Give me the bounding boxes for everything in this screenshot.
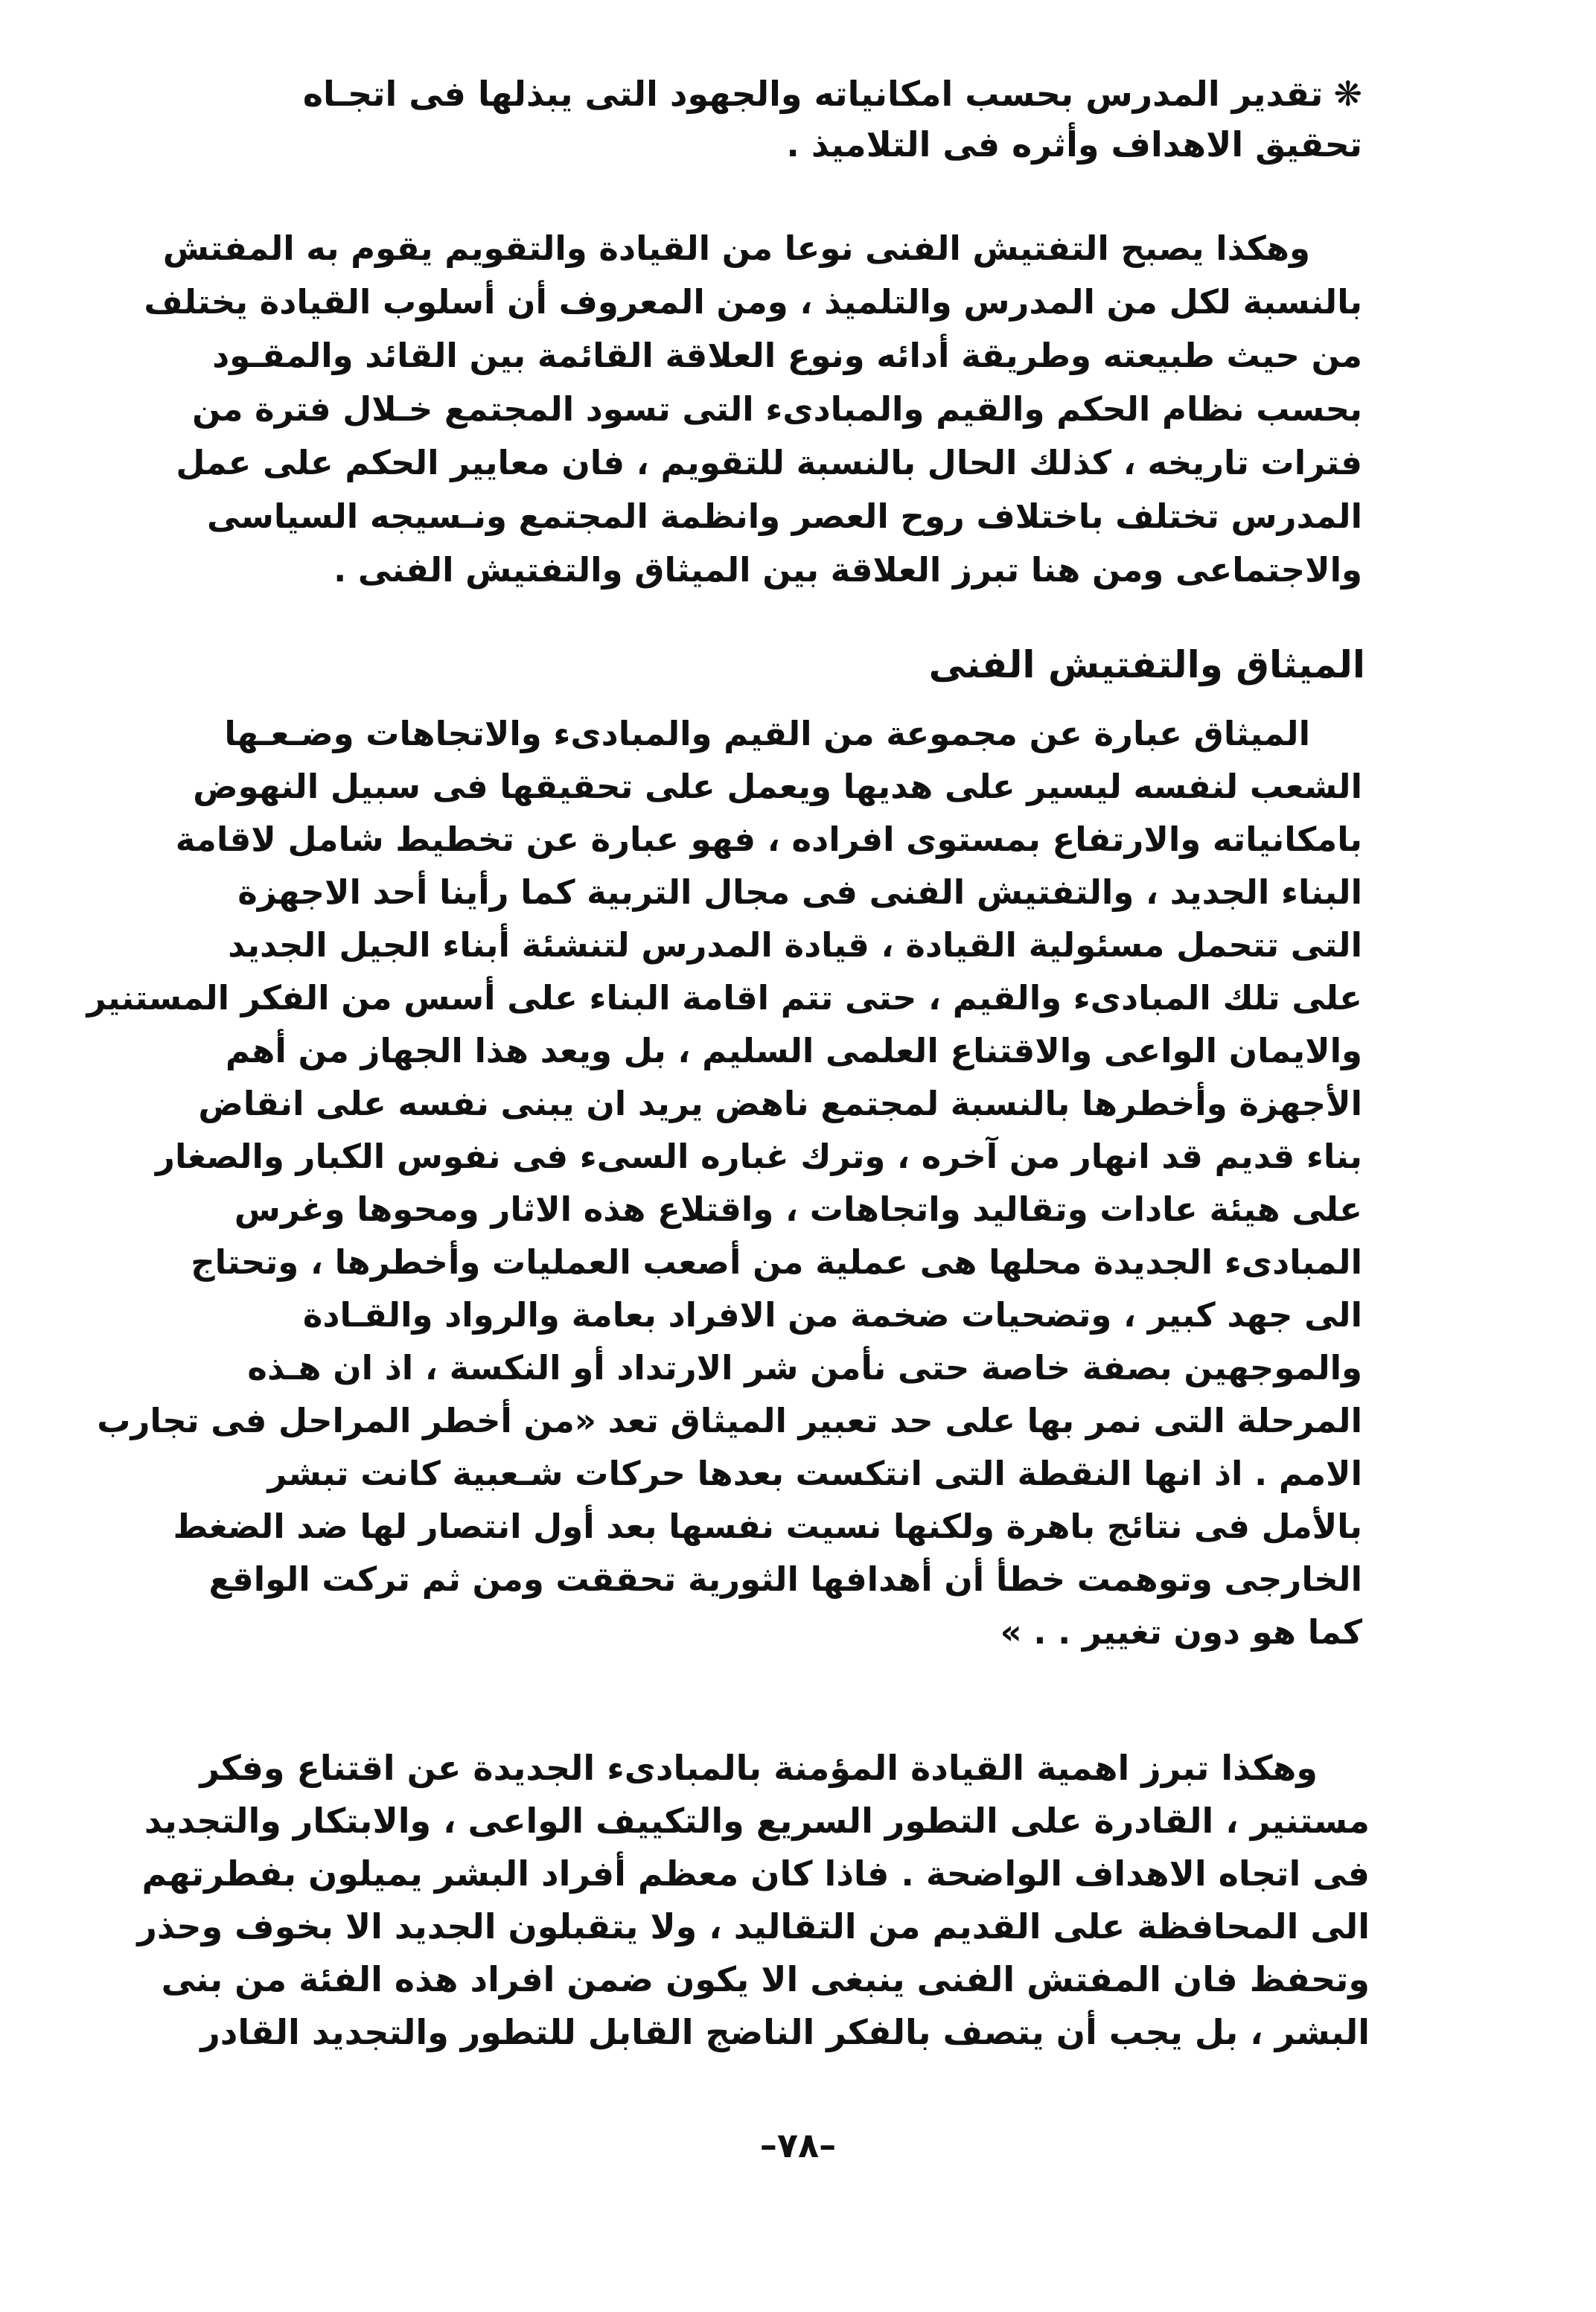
paragraph-line: على هيئة عادات وتقاليد واتجاهات ، واقتلاع هذه الاثار ومحوها وغرس — [234, 1189, 1362, 1229]
paragraph-line: والايمان الواعى والاقتناع العلمى السليم ، بل ويعد هذا الجهاز من أهم — [225, 1031, 1362, 1070]
regular-phrase: فاذا كان معظم أفراد البشر يميلون بفطرتهم — [141, 1853, 901, 1894]
paragraph-line: والموجهين بصفة خاصة حتى نأمن شر الارتداد أو النكسة ، اذ ان هـذه — [247, 1348, 1362, 1387]
paragraph-line: الميثاق عبارة عن مجموعة من القيم والمبادىء والاتجاهات وضـعـها — [224, 714, 1310, 753]
paragraph-line: الى جهد كبير ، وتضحيات ضخمة من الافراد بعامة والرواد والقـادة — [302, 1295, 1362, 1335]
asterisk-bullet-icon: ❋ — [1333, 74, 1362, 114]
paragraph-line: الأجهزة وأخطرها بالنسبة لمجتمع ناهض يريد ان يبنى نفسه على انقاض — [198, 1084, 1362, 1123]
paragraph-line: الى المحافظة على القديم من التقاليد ، ولا يتقبلون الجديد الا بخوف وحذر — [137, 1906, 1370, 1947]
paragraph-line: المبادىء الجديدة محلها هى عملية من أصعب العمليات وأخطرها ، وتحتاج — [191, 1242, 1362, 1282]
paragraph-line: من حيث طبيعته وطريقة أدائه ونوع العلاقة القائمة بين القائد والمقـود — [212, 336, 1362, 375]
paragraph-line: كما هو دون تغيير . . » — [1000, 1612, 1362, 1652]
paragraph-line-bold: وهكذا تبرز اهمية القيادة المؤمنة بالمبادىء الجديدة عن اقتناع وفكر — [200, 1748, 1318, 1788]
paragraph-line-mixed — [141, 1848, 1370, 1900]
paragraph-line: بناء قديم قد انهار من آخره ، وترك غباره السىء فى نفوس الكبار والصغار — [156, 1137, 1362, 1176]
paragraph-line: الامم . اذ انها النقطة التى انتكست بعدها حركات شـعبية كانت تبشر — [267, 1454, 1362, 1493]
paragraph-line: الشعب لنفسه ليسير على هديها ويعمل على تحقيقها فى سبيل النهوض — [193, 767, 1362, 806]
paragraph-line: بحسب نظام الحكم والقيم والمبادىء التى تسود المجتمع خـلال فترة من — [192, 389, 1362, 429]
paragraph-line: المدرس تختلف باختلاف روح العصر وانظمة المجتمع ونـسيجه السياسى — [207, 496, 1362, 536]
paragraph-line: البناء الجديد ، والتفتيش الفنى فى مجال التربية كما رأينا أحد الاجهزة — [237, 872, 1362, 912]
section-heading: الميثاق والتفتيش الفنى — [928, 643, 1365, 686]
paragraph-charter — [86, 707, 1362, 1658]
paragraph-line: الخارجى وتوهمت خطأ أن أهدافها الثورية تحققت ومن ثم تركت الواقع — [208, 1559, 1362, 1599]
paragraph-line: بالنسبة لكل من المدرس والتلميذ ، ومن المعروف أن أسلوب القيادة يختلف — [144, 282, 1362, 322]
intro-note-line: تحقيق الاهداف وأثره فى التلاميذ . — [786, 124, 1362, 165]
paragraph-line: وتحفظ فان المفتش الفنى ينبغى الا يكون ضمن افراد هذه الفئة من بنى — [161, 1959, 1370, 1999]
paragraph-line: على تلك المبادىء والقيم ، حتى تتم اقامة البناء على أسس من الفكر المستنير — [86, 978, 1362, 1018]
paragraph-line: التى تتحمل مسئولية القيادة ، قيادة المدرس لتنشئة أبناء الجيل الجديد — [228, 925, 1362, 965]
paragraph-line: المرحلة التى نمر بها على حد تعبير الميثاق تعد «من أخطر المراحل فى تجارب — [97, 1401, 1362, 1440]
paragraph-line: فترات تاريخه ، كذلك الحال بالنسبة للتقويم ، فان معايير الحكم على عمل — [176, 443, 1362, 482]
intro-note-line — [246, 68, 1362, 119]
paragraph-line: بامكانياته والارتفاع بمستوى افراده ، فهو عبارة عن تخطيط شامل لاقامة — [175, 820, 1362, 859]
paragraph-line-bold: مستنير ، القادرة على التطور السريع والتكييف الواعى ، والابتكار والتجديد — [144, 1801, 1370, 1841]
intro-note — [246, 68, 1362, 170]
paragraph-line: بالأمل فى نتائج باهرة ولكنها نسيت نفسها بعد أول انتصار لها ضد الضغط — [173, 1507, 1362, 1546]
paragraph-inspector — [137, 1742, 1370, 2059]
paragraph-line: وهكذا يصبح التفتيش الفنى نوعا من القيادة والتقويم يقوم به المفتش — [162, 229, 1310, 268]
bold-phrase: فى اتجاه الاهداف الواضحة . — [901, 1853, 1370, 1894]
paragraph-line: والاجتماعى ومن هنا تبرز العلاقة بين الميثاق والتفتيش الفنى . — [333, 550, 1362, 590]
paragraph-line: البشر ، بل يجب أن يتصف بالفكر الناضج القابل للتطور والتجديد القادر — [200, 2012, 1370, 2052]
page-number: –٧٨– — [759, 2125, 837, 2165]
intro-note-text: تقدير المدرس بحسب امكانياته والجهود التى يبذلها فى اتجـاه — [302, 74, 1324, 114]
paragraph-leadership — [144, 222, 1362, 597]
